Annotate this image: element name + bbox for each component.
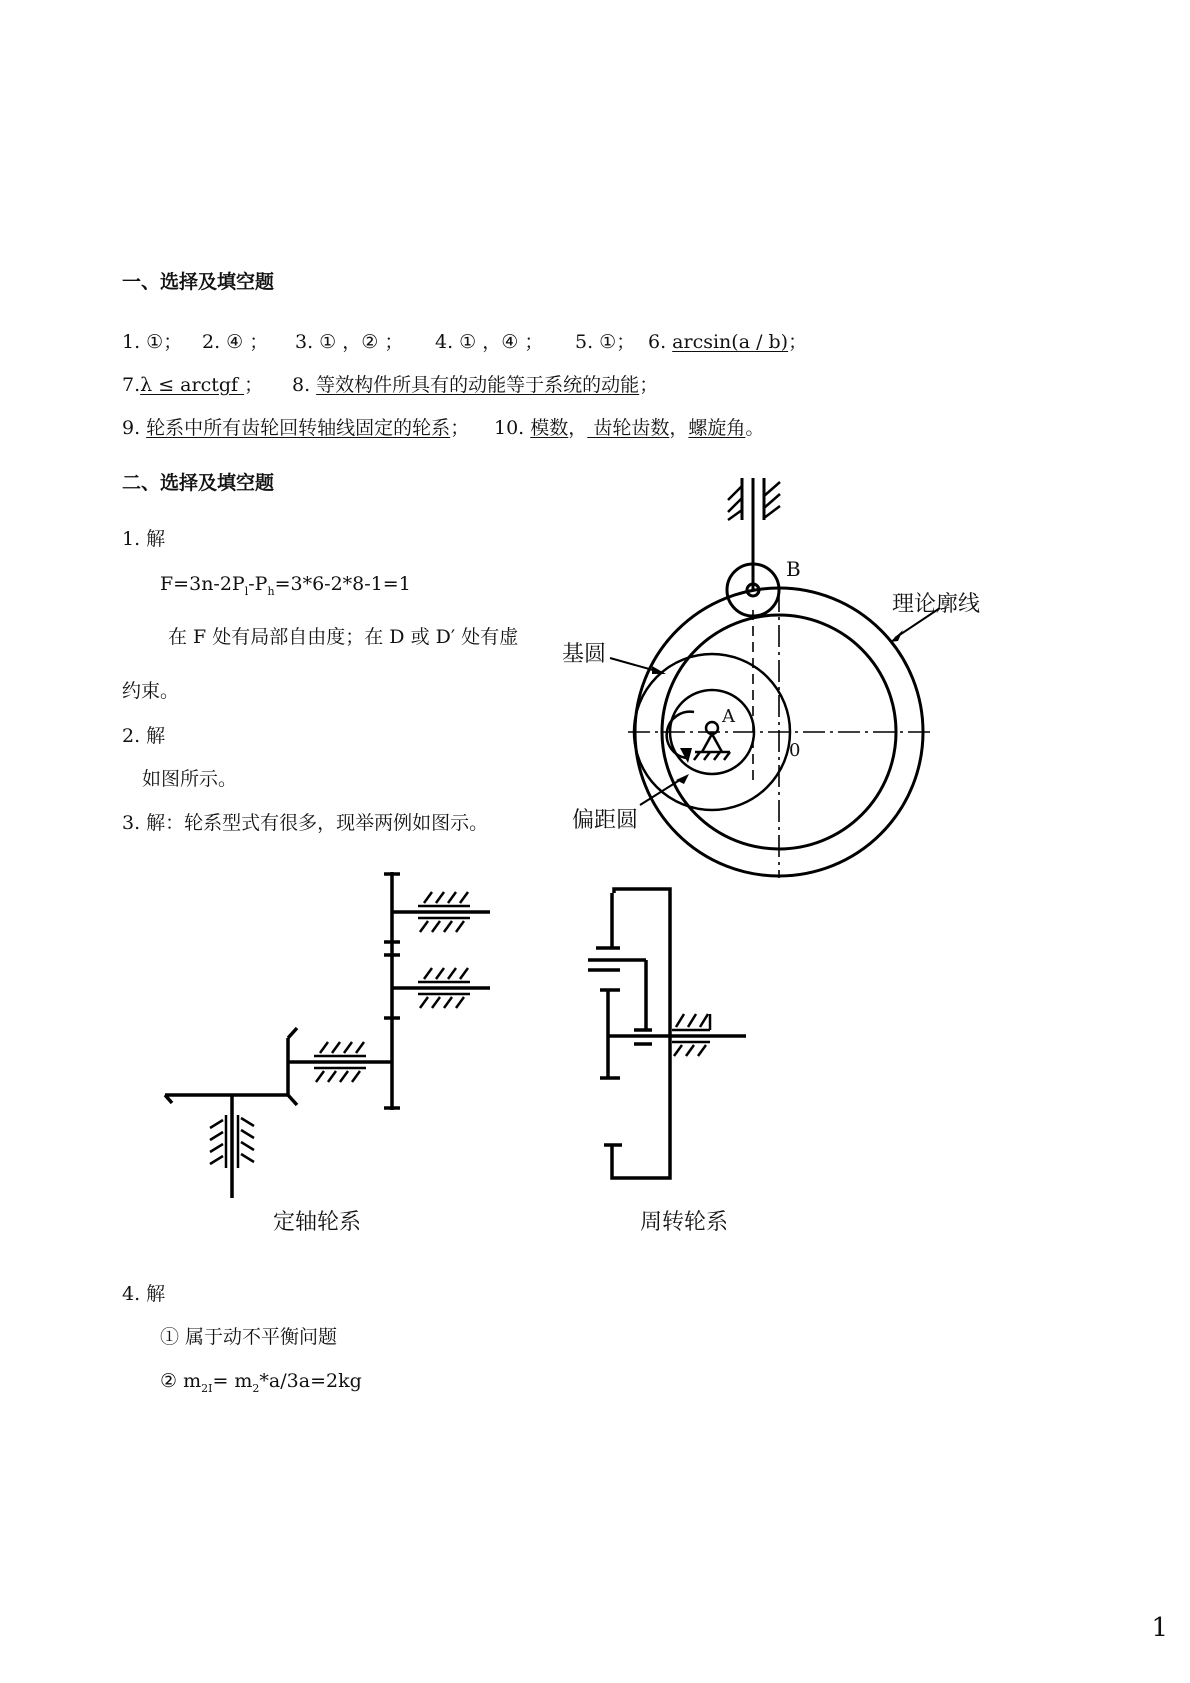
answer-q7: 7.λ ≤ arctgf ； (122, 374, 264, 396)
problem1-formula: $F=3n-2P_l-P_h=3*6-2*8-1=1$ (160, 573, 411, 598)
answer-q4: 4. ① ，④ ； (435, 331, 544, 353)
answer-q6: 6. arcsin(a / b)； (648, 331, 808, 353)
problem2-label: 2. 解 (122, 725, 166, 747)
answer-q9: 9. 轮系中所有齿轮回转轴线固定的轮系； (122, 417, 470, 439)
answer-q6-value: arcsin(a / b) (672, 331, 789, 353)
answer-q1: 1. ①； (122, 331, 183, 353)
answer-q5: 5. ①； (575, 331, 636, 353)
problem1-label: 1. 解 (122, 528, 166, 550)
label-point-O: 0 (789, 740, 801, 761)
caption-epicyclic-gear-train: 周转轮系 (640, 1210, 729, 1235)
answer-q3: 3. ① ，② ； (295, 331, 404, 353)
answer-q9-value: 轮系中所有齿轮回转轴线固定的轮系 (146, 417, 451, 439)
label-point-A: A (722, 706, 735, 727)
answer-q7-value: λ ≤ arctgf (140, 374, 245, 396)
label-offset-circle: 偏距圆 (572, 808, 639, 833)
label-point-B: B (786, 557, 801, 581)
label-base-circle: 基圆 (562, 642, 607, 667)
problem4-label: 4. 解 (122, 1283, 166, 1305)
answer-q8: 8. 等效构件所具有的动能等于系统的动能； (292, 374, 659, 396)
problem3-text: 3. 解：轮系型式有很多，现举两例如图示。 (122, 812, 489, 834)
section1-heading: 一、选择及填空题 (122, 271, 275, 293)
problem4-item1: ① 属于动不平衡问题 (160, 1326, 338, 1348)
problem4-item2: ② $m_{2Ⅰ}= m_2*a/3a=2kg$ (160, 1370, 362, 1395)
answer-q10: 10. 模数， 齿轮齿数，螺旋角。 (494, 417, 765, 439)
section2-heading: 二、选择及填空题 (122, 472, 275, 494)
problem2-text: 如图所示。 (142, 768, 238, 790)
caption-fixed-axis-gear-train: 定轴轮系 (273, 1210, 362, 1235)
problem1-text: 在 F 处有局部自由度；在 D 或 D′ 处有虚 (168, 626, 519, 648)
page-number: 1 (1151, 1613, 1168, 1643)
problem1-text-cont: 约束。 (122, 680, 180, 702)
label-theoretical-profile: 理论廓线 (892, 592, 981, 617)
answer-q2: 2. ④ ； (202, 331, 269, 353)
answer-q8-value: 等效构件所具有的动能等于系统的动能 (316, 374, 640, 396)
